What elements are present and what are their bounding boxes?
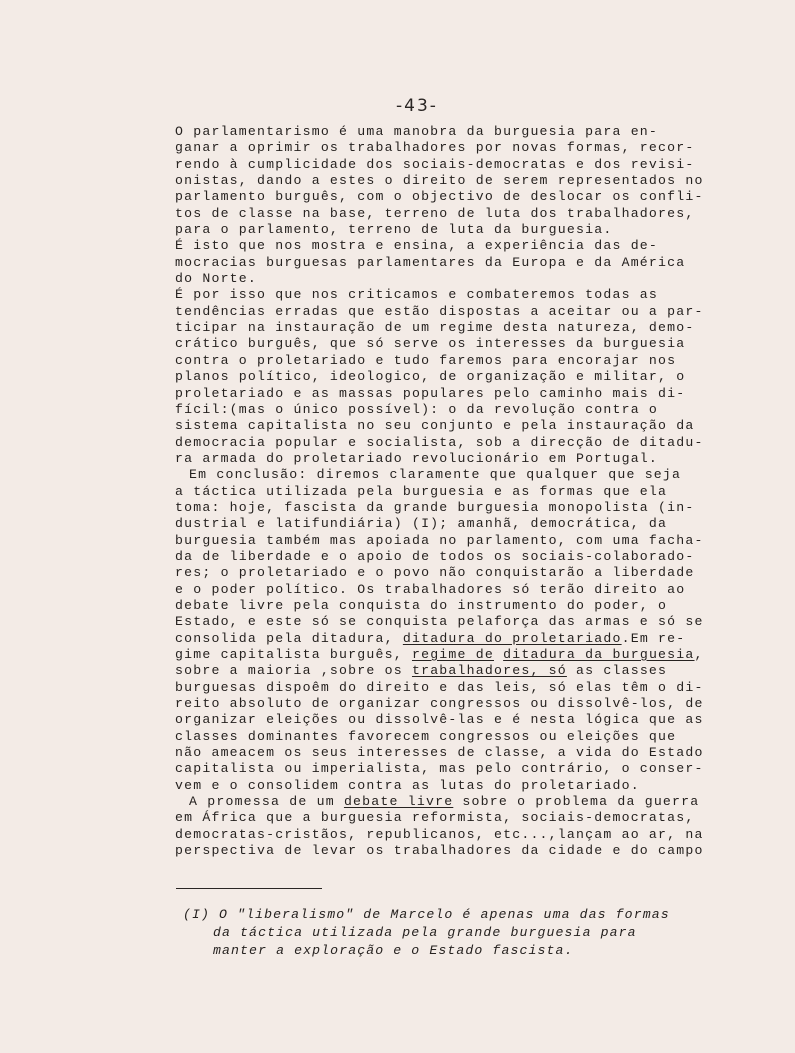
text-line: não ameacem os seus interesses de classe, a vida do Estado [175,745,704,761]
footnote-line: (I) O "liberalismo" de Marcelo é apenas uma das formas [183,907,670,922]
text-line: perspectiva de levar os trabalhadores da cidade e do campo [175,843,704,859]
text-line: O parlamentarismo é uma manobra da burguesia para en- [175,124,659,139]
body-text [175,124,765,859]
text-line: a táctica utilizada pela burguesia e as formas que ela [175,483,668,499]
text-line: crático burguês, que só serve os interesses da burguesia [175,336,686,352]
text-line: rendo à cumplicidade dos sociais-democratas e dos revisi- [175,156,695,172]
text-line: É por isso que nos criticamos e combateremos todas as [175,287,659,303]
underlined-phrase: ditadura da burguesia [503,647,695,662]
text-line: organizar eleições ou dissolvê-las e é nesta lógica que as [175,712,704,728]
text-line: burguesas dispoêm do direito e das leis, só elas têm o di- [175,679,704,695]
text-line: democratas-cristãos, republicanos, etc...,lançam ao ar, na [175,826,704,842]
footnote-line: da táctica utilizada pela grande burguesia para [213,924,637,940]
text-line: ticipar na instauração de um regime desta natureza, demo- [175,320,695,336]
text-line: da de liberdade e o apoio de todos os sociais-colaborado- [175,548,695,564]
text-line: res; o proletariado e o povo não conquistarão a liberdade [175,565,695,581]
text-line: mocracias burguesas parlamentares da Europa e da América [175,254,686,270]
text-line: para o parlamento, terreno de luta da burguesia. [175,222,613,238]
text-line: democracia popular e socialista, sob a direcção de ditadu- [175,434,704,450]
footnote-separator [176,888,322,889]
text-line: consolida pela ditadura, ditadura do proletariado.Em re- [175,630,686,646]
text-line: classes dominantes favorecem congressos ou eleições que [175,728,677,744]
text-line: vem e o consolidem contra as lutas do proletariado. [175,777,640,793]
text-line: ra armada do proletariado revolucionário em Portugal. [175,450,659,466]
text-line: A promessa de um debate livre sobre o problema da guerra [189,794,700,810]
text-line: proletariado e as massas populares pelo caminho mais di- [175,385,686,401]
text-line: planos político, ideologico, de organização e militar, o [175,369,686,385]
footnote-line: manter a exploração e o Estado fascista. [213,942,574,958]
text-line: em África que a burguesia reformista, sociais-democratas, [175,810,695,826]
text-line: debate livre pela conquista do instrumento do poder, o [175,597,668,613]
text-line: do Norte. [175,271,258,287]
text-line: gime capitalista burguês, regime de ditadura da burguesia, [175,647,704,662]
text-line: e o poder político. Os trabalhadores só terão direito ao [175,581,686,597]
text-line: ganar a oprimir os trabalhadores por novas formas, recor- [175,140,695,156]
underlined-phrase: ditadura do proletariado [402,630,622,646]
text-line: capitalista ou imperialista, mas pelo contrário, o conser- [175,761,704,777]
text-line: reito absoluto de organizar congressos ou dissolvê-los, de [175,696,704,712]
text-line: sobre a maioria ,sobre os trabalhadores, só as classes [175,663,668,679]
footnote [183,906,743,959]
text-line: sistema capitalista no seu conjunto e pela instauração da [175,418,695,434]
text-line: tendências erradas que estão dispostas a aceitar ou a par- [175,303,704,319]
underlined-phrase: trabalhadores, só [411,663,567,679]
text-line: dustrial e latifundiária) (I); amanhã, democrática, da [175,516,668,532]
text-line: parlamento burguês, com o objectivo de deslocar os confli- [175,189,704,205]
text-line: toma: hoje, fascista da grande burguesia monopolista (in- [175,499,695,515]
underlined-phrase: regime de [411,647,494,662]
text-line: onistas, dando a estes o direito de serem representados no [175,173,704,189]
text-line: contra o proletariado e tudo faremos para encorajar nos [175,352,677,368]
page-number: -43- [396,96,438,116]
underlined-phrase: debate livre [343,794,454,810]
text-line: Estado, e este só se conquista pelaforça das armas e só se [175,614,704,630]
text-line: burguesia também mas apoiada no parlamento, com uma facha- [175,532,704,548]
text-line: É isto que nos mostra e ensina, a experiência das de- [175,238,659,254]
text-line: Em conclusão: diremos claramente que qualquer que seja [189,467,682,483]
text-line: fícil:(mas o único possível): o da revolução contra o [175,401,659,417]
text-line: tos de classe na base, terreno de luta dos trabalhadores, [175,205,695,221]
